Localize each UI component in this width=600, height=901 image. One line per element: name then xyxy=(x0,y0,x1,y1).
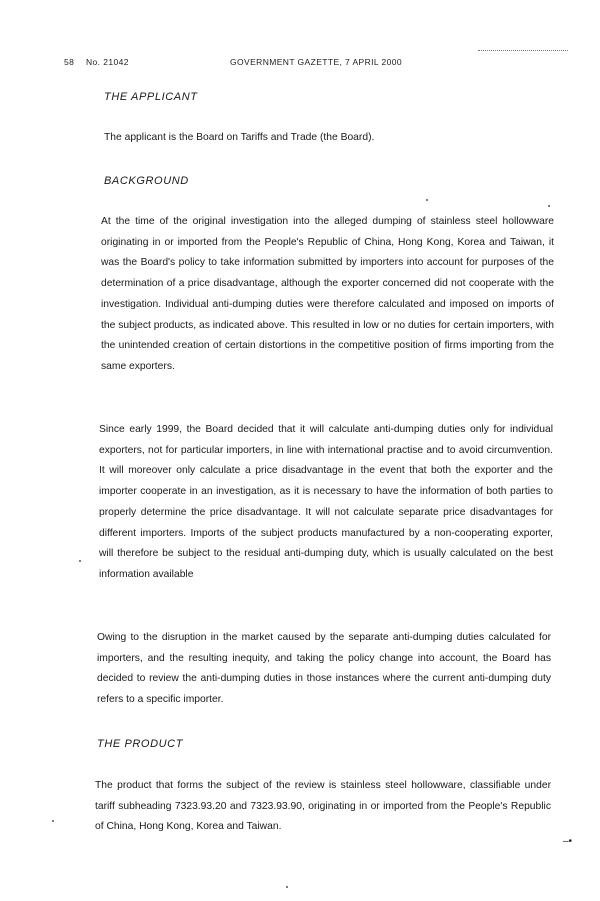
scan-speck xyxy=(79,560,81,562)
gazette-title: GOVERNMENT GAZETTE, 7 APRIL 2000 xyxy=(230,57,402,67)
background-paragraph-1: At the time of the original investigation into the alleged dumping of stainless steel hollowware originating in or imported from the People's Republic of China, Hong Kong, Korea and Taiwan, it was the Board's policy to take information submitted by importers into account for purposes of the determination of a price disadvantage, although the exporter concerned did not cooperate with the investigation. Individual anti-dumping duties were therefore calculated and imposed on imports of the subject products, as indicated above. This resulted in low or no duties for certain importers, with the unintended creation of certain distortions in the competitive position of firms importing from the same exporters. xyxy=(101,216,554,372)
gazette-number: No. 21042 xyxy=(86,57,129,67)
scan-speck xyxy=(52,820,54,822)
page-number: 58 xyxy=(64,57,75,67)
heading-product: THE PRODUCT xyxy=(97,738,184,750)
scan-speck xyxy=(548,205,550,207)
scan-speck xyxy=(286,886,288,888)
heading-background: BACKGROUND xyxy=(104,175,189,187)
scan-speck xyxy=(426,199,428,201)
product-paragraph: The product that forms the subject of the review is stainless steel hollowware, classifiable under tariff subheading 7323.93.20 and 7323.93.90, originating in or imported from the People's Republic of China, Hong Kong, Korea and Taiwan. xyxy=(95,780,551,833)
background-paragraph-2: Since early 1999, the Board decided that it will calculate anti-dumping duties only for individual exporters, not for particular importers, in line with international practise and to avoid circumvention. It will moreover only calculate a price disadvantage in the event that both the exporter and the importer cooperate in an investigation, as it is necessary to have the information of both parties to properly determine the price disadvantage. It will not calculate separate price disadvantages for different importers. Imports of the subject products manufactured by a non-cooperating exporter, will therefore be subject to the residual anti-dumping duty, which is usually calculated on the best information available xyxy=(99,424,553,580)
scan-arrow-icon: –• xyxy=(563,836,573,847)
page-header xyxy=(64,57,484,71)
heading-applicant: THE APPLICANT xyxy=(104,91,198,103)
background-paragraph-3: Owing to the disruption in the market caused by the separate anti-dumping duties calculated for importers, and the resulting inequity, and taking the policy change into account, the Board has decided to review the anti-dumping duties in those instances where the current anti-dumping duty refers to a specific importer. xyxy=(97,632,551,706)
applicant-paragraph: The applicant is the Board on Tariffs and Trade (the Board). xyxy=(104,132,375,143)
scan-dotted-line xyxy=(478,50,568,51)
